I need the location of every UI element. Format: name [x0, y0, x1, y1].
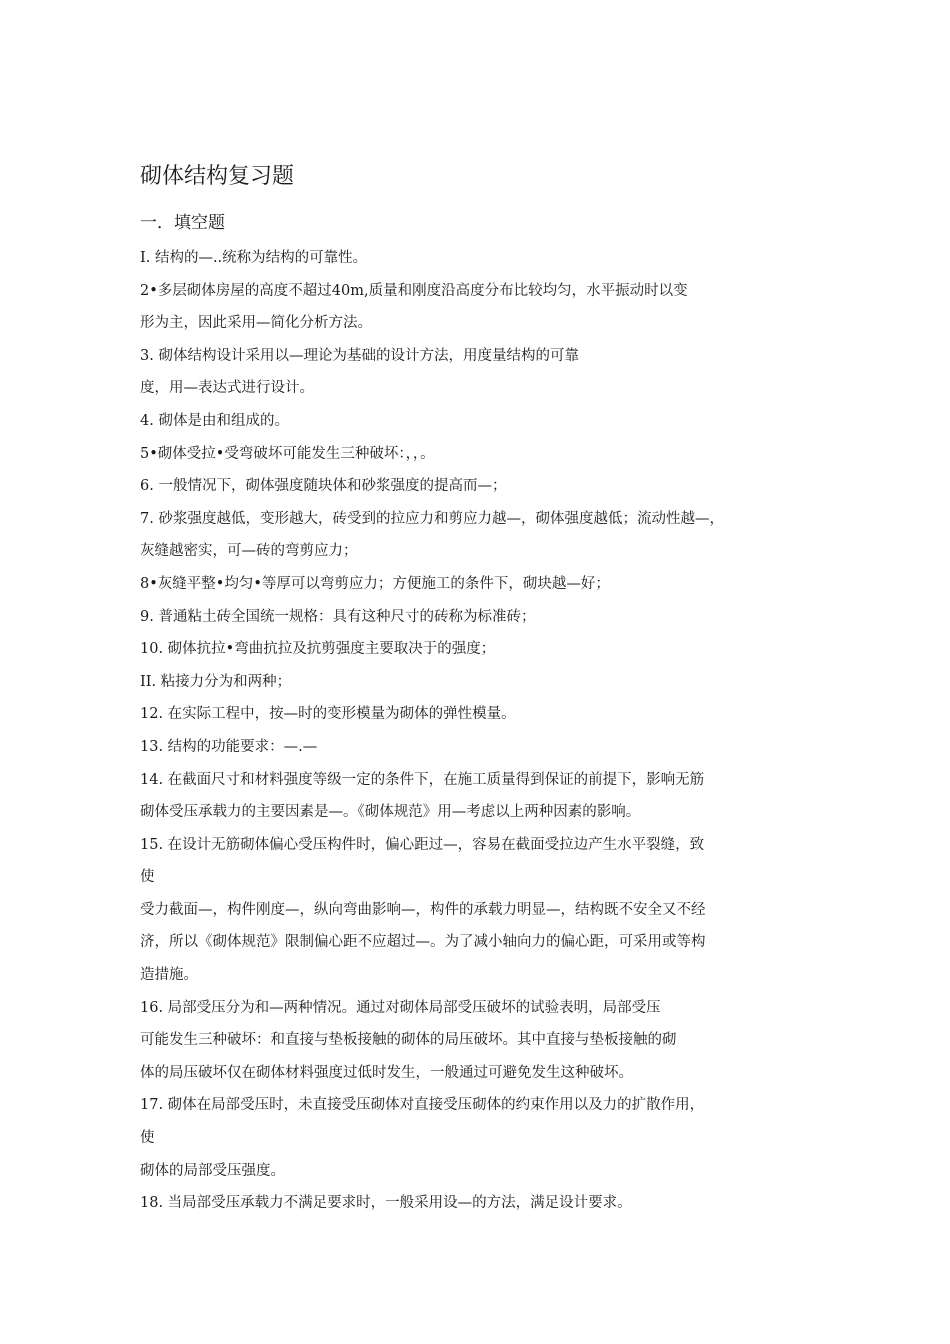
section-heading: 一．填空题: [140, 213, 225, 233]
text-line: 3. 砌体结构设计采用以—理论为基础的设计方法，用度量结构的可靠: [140, 347, 579, 364]
text-line: 砌体的局部受压强度。: [140, 1162, 285, 1179]
text-line: 15. 在设计无筋砌体偏心受压构件时，偏心距过—，容易在截面受拉边产生水平裂缝，致: [140, 836, 705, 853]
text-line: 砌体受压承载力的主要因素是—。《砌体规范》用—考虑以上两种因素的影响。: [140, 804, 641, 821]
text-line: 灰缝越密实，可—砖的弯剪应力；: [140, 543, 358, 560]
text-line: 度，用—表达式进行设计。: [140, 380, 314, 397]
text-line: 2•多层砌体房屋的高度不超过40m,质量和刚度沿高度分布比较均匀，水平振动时以变: [140, 282, 688, 299]
text-line: 9. 普通粘土砖全国统一规格：具有这种尺寸的砖称为标准砖；: [140, 608, 536, 625]
text-line: I. 结构的—..统称为结构的可靠性。: [140, 250, 368, 266]
text-line: 6. 一般情况下，砌体强度随块体和砂浆强度的提高而—；: [140, 478, 507, 495]
text-line: 7. 砂浆强度越低，变形越大，砖受到的拉应力和剪应力越—，砌体强度越低；流动性越—，: [140, 510, 724, 527]
text-line: II. 粘接力分为和两种；: [140, 673, 292, 690]
text-line: 形为主，因此采用—简化分析方法。: [140, 315, 372, 332]
text-line: 造措施。: [140, 967, 198, 984]
text-line: 18. 当局部受压承载力不满足要求时，一般采用设—的方法，满足设计要求。: [140, 1195, 632, 1212]
text-line: 使: [140, 869, 155, 886]
text-line: 济，所以《砌体规范》限制偏心距不应超过—。为了减小轴向力的偏心距，可采用或等构: [140, 934, 706, 951]
text-line: 使: [140, 1130, 155, 1147]
text-line: 12. 在实际工程中，按—时的变形模量为砌体的弹性模量。: [140, 706, 516, 723]
document-title: 砌体结构复习题: [140, 164, 295, 189]
text-line: 4. 砌体是由和组成的。: [140, 412, 289, 429]
text-line: 17. 砌体在局部受压时，未直接受压砌体对直接受压砌体的约束作用以及力的扩散作用，: [140, 1097, 705, 1114]
text-line: 10. 砌体抗拉•弯曲抗拉及抗剪强度主要取决于的强度；: [140, 641, 496, 658]
question-text-block: [140, 242, 840, 1220]
text-line: 8•灰缝平整•均匀•等厚可以弯剪应力；方便施工的条件下，砌块越—好；: [140, 575, 610, 592]
text-line: 14. 在截面尺寸和材料强度等级一定的条件下，在施工质量得到保证的前提下，影响无筋: [140, 771, 705, 788]
text-line: 5•砌体受拉•受弯破坏可能发生三种破坏：，，。: [140, 445, 435, 462]
text-line: 16. 局部受压分为和—两种情况。通过对砌体局部受压破坏的试验表明，局部受压: [140, 999, 661, 1016]
text-line: 受力截面—，构件刚度—，纵向弯曲影响—，构件的承载力明显—，结构既不安全又不经: [140, 901, 706, 918]
text-line: 体的局压破坏仅在砌体材料强度过低时发生，一般通过可避免发生这种破坏。: [140, 1064, 633, 1081]
text-line: 13. 结构的功能要求：—.—: [140, 738, 318, 755]
text-line: 可能发生三种破坏：和直接与垫板接触的砌体的局压破坏。其中直接与垫板接触的砌: [140, 1032, 677, 1049]
